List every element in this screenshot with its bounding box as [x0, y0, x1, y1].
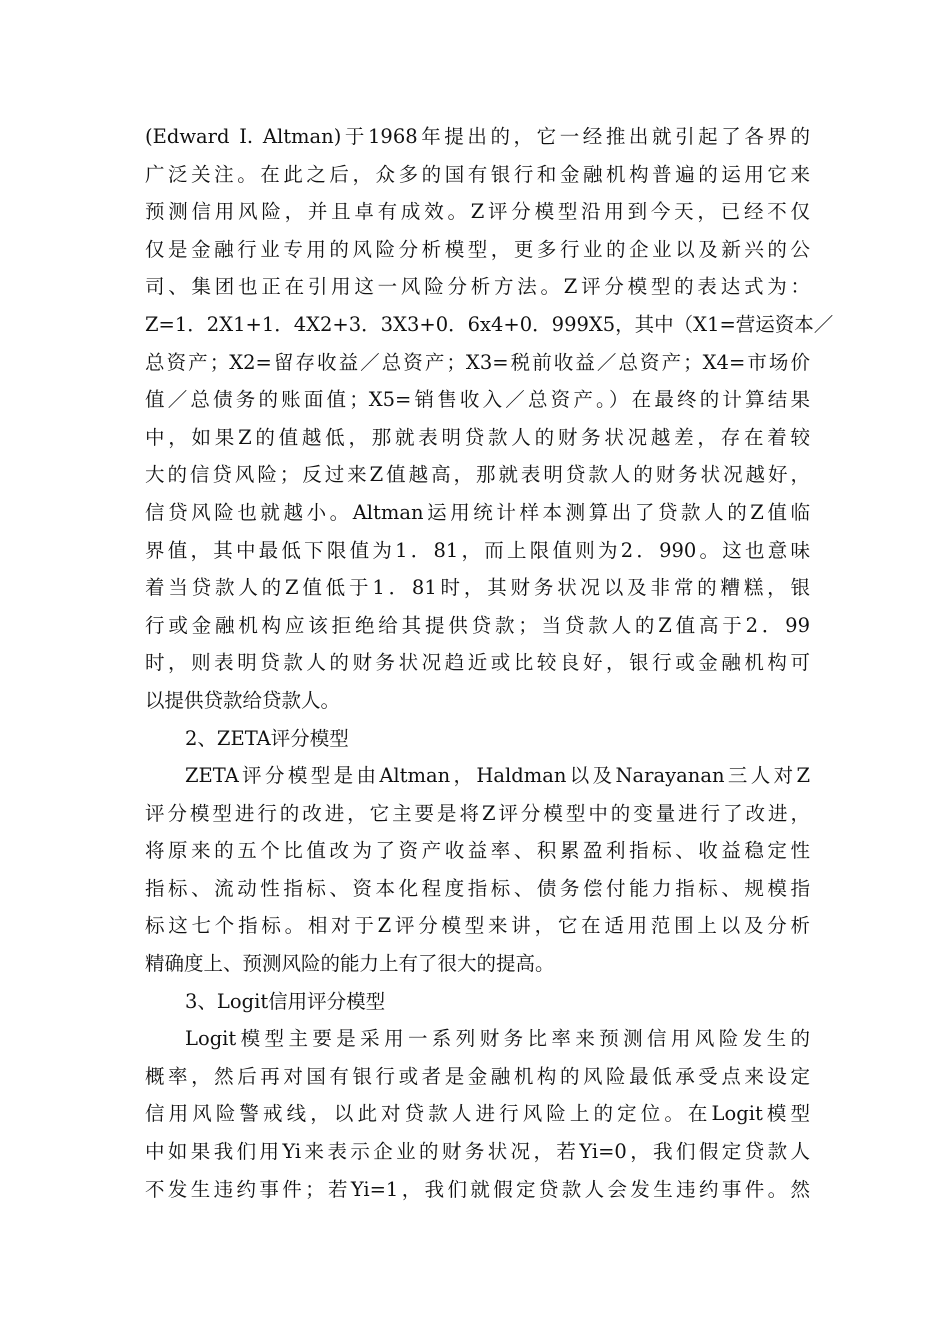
text-line: 值／总债务的账面值；X5=销售收入／总资产。）在最终的计算结果 — [145, 388, 810, 412]
text-line: 司、集团也正在引用这一风险分析方法。Z评分模型的表达式为： — [145, 275, 810, 299]
text-line: ZETA评分模型是由Altman，Haldman以及Narayanan三人对Z — [185, 764, 810, 788]
text-line: 不发生违约事件；若Yi=1，我们就假定贷款人会发生违约事件。然 — [145, 1177, 810, 1201]
text-line: 仅是金融行业专用的风险分析模型，更多行业的企业以及新兴的公 — [145, 237, 810, 261]
text-line: 概率，然后再对国有银行或者是金融机构的风险最低承受点来设定 — [145, 1064, 810, 1088]
paragraph-zeta-model — [145, 757, 810, 983]
text-line: 行或金融机构应该拒绝给其提供贷款；当贷款人的Z值高于2．99 — [145, 613, 810, 637]
text-line: 大的信贷风险；反过来Z值越高，那就表明贷款人的财务状况越好， — [145, 463, 810, 487]
text-line: 精确度上、预测风险的能力上有了很大的提高。 — [145, 952, 555, 976]
text-line: 以提供贷款给贷款人。 — [145, 688, 341, 712]
text-line: 广泛关注。在此之后，众多的国有银行和金融机构普遍的运用它来 — [145, 162, 810, 186]
text-line: 标这七个指标。相对于Z评分模型来讲，它在适用范围上以及分析 — [145, 914, 810, 938]
document-body — [145, 118, 834, 1208]
text-line: 着当贷款人的Z值低于1．81时，其财务状况以及非常的糟糕，银 — [145, 576, 810, 600]
section-heading-zeta: 2、ZETA评分模型 — [185, 726, 349, 750]
text-line: 预测信用风险，并且卓有成效。Z评分模型沿用到今天，已经不仅 — [145, 200, 810, 224]
text-line: 将原来的五个比值改为了资产收益率、积累盈利指标、收益稳定性 — [145, 839, 810, 863]
text-line: 指标、流动性指标、资本化程度指标、债务偿付能力指标、规模指 — [145, 876, 810, 900]
text-line: 时，则表明贷款人的财务状况趋近或比较良好，银行或金融机构可 — [145, 651, 810, 675]
text-line: 中如果我们用Yi来表示企业的财务状况，若Yi=0，我们假定贷款人 — [145, 1140, 810, 1164]
text-line: 信用风险警戒线，以此对贷款人进行风险上的定位。在Logit模型 — [145, 1102, 810, 1126]
text-line: (Edward I. Altman)于1968年提出的，它一经推出就引起了各界的 — [145, 125, 810, 148]
text-line: Logit模型主要是采用一系列财务比率来预测信用风险发生的 — [185, 1027, 810, 1051]
text-line: 中，如果Z的值越低，那就表明贷款人的财务状况越差，存在着较 — [145, 425, 810, 449]
text-line: 界值，其中最低下限值为1．81，而上限值则为2．990。这也意味 — [145, 538, 810, 562]
text-line: 总资产；X2=留存收益／总资产；X3=税前收益／总资产；X4=市场价 — [145, 350, 810, 374]
text-line: 评分模型进行的改进，它主要是将Z评分模型中的变量进行了改进， — [145, 801, 810, 825]
paragraph-logit-model — [145, 1020, 810, 1208]
paragraph-z-score-model — [145, 118, 834, 720]
text-line: Z=1．2X1+1．4X2+3．3X3+0．6x4+0．999X5，其中（X1=营运资本／ — [145, 312, 834, 336]
section-heading-logit: 3、Logit信用评分模型 — [185, 989, 386, 1013]
text-line: 信贷风险也就越小。Altman运用统计样本测算出了贷款人的Z值临 — [145, 500, 810, 524]
